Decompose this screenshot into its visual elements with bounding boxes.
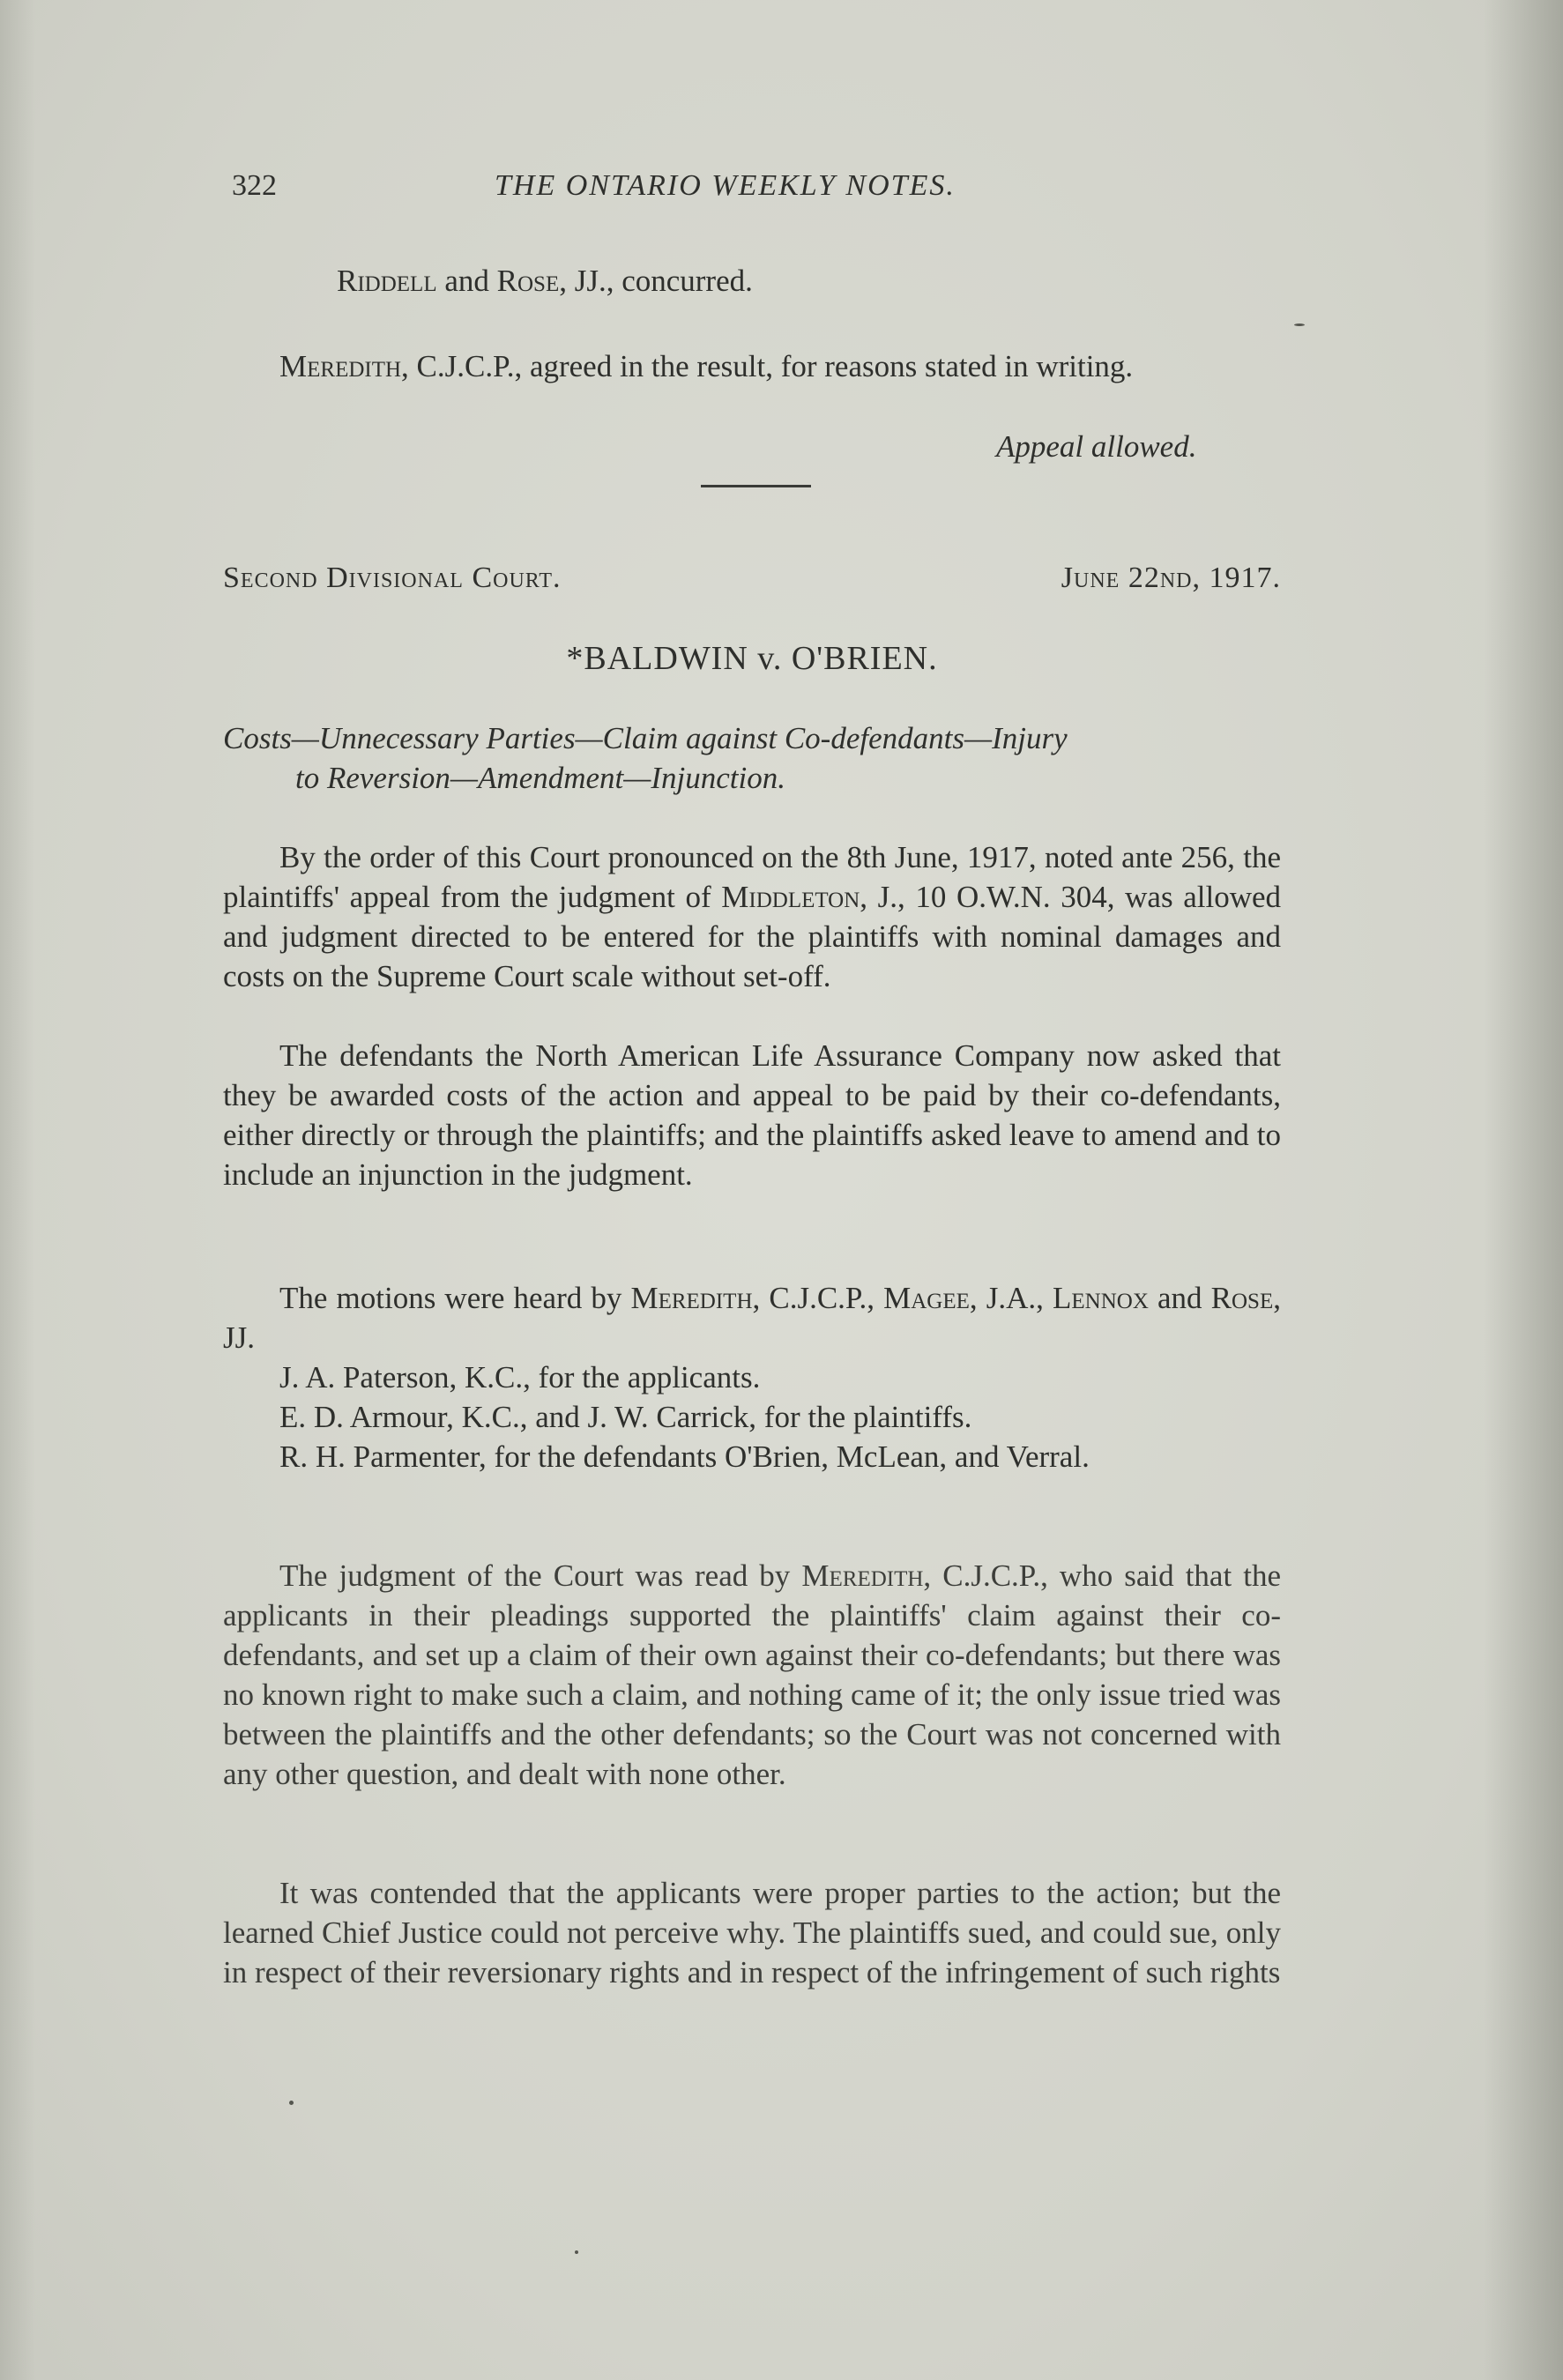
heard-text-5: , JJ. — [223, 1281, 1281, 1355]
order-text-2: , J., 10 O.W.N. 304, was allowed and judgment directed to be entered for the plaintiffs with nominal damages and costs on the Supreme Court scale without set-off. — [223, 880, 1282, 993]
order-paragraph — [223, 837, 1281, 996]
concurred-text: , JJ., concurred. — [559, 264, 753, 298]
section-divider — [701, 485, 811, 487]
judgment-text-2: , C.J.C.P., who said that the applicants in their pleadings supported the plaintiffs' claim against their co-defendants, and set up a claim of their own against their co-defendants; but there was no known right to make such a claim, and nothing came of it; the only issue tried was between the plaintiffs and the other defendants; so the Court was not concerned with any other question, and dealt with none other. — [223, 1558, 1281, 1791]
headnote-line-1: Costs—Unnecessary Parties—Claim against Co-defendants—Injury — [223, 721, 1068, 755]
motion-paragraph: The defendants the North American Life Assurance Company now asked that they be awarded costs of the action and appeal to be paid by their co-defendants, either directly or through the plaintiffs; and the plaintiffs asked leave to amend and to include an injunction in the judgment. — [223, 1038, 1281, 1192]
agreed-paragraph — [223, 346, 1281, 386]
heard-judge-magee: Magee — [883, 1281, 970, 1315]
judge-riddell: Riddell — [337, 264, 437, 298]
heard-text-1: The motions were heard by — [279, 1281, 631, 1315]
judge-rose: Rose — [496, 264, 560, 298]
counsel-defendants: R. H. Parmenter, for the defendants O'Brien, McLean, and Verral. — [279, 1439, 1090, 1474]
agreed-text: , C.J.C.P., agreed in the result, for reasons stated in writing. — [401, 349, 1134, 383]
order-text-1: By the order of this Court pronounced on the 8th June, 1917, noted ante 256, the plaintiffs' appeal from the judgment of — [223, 840, 1281, 914]
court-line — [223, 562, 1281, 606]
judgment-paragraph — [223, 1556, 1281, 1794]
judge-meredith: Meredith — [279, 349, 402, 383]
heard-judge-meredith: Meredith — [630, 1281, 753, 1315]
concurred-line — [280, 261, 1285, 301]
contended-paragraph: It was contended that the applicants were proper parties to the action; but the learned Chief Justice could not perceive why. The plaintiffs sued, and could sue, only in respect of their reversionary rights and in respect of the infringement of such rights — [223, 1876, 1281, 1990]
headnote — [223, 718, 1281, 798]
judge-middleton: Middleton — [721, 880, 860, 914]
counsel-plaintiffs: E. D. Armour, K.C., and J. W. Carrick, for the plaintiffs. — [279, 1400, 972, 1434]
concurred-connector: and — [436, 264, 497, 298]
paper-speck — [289, 2101, 294, 2105]
heard-text-2: , C.J.C.P., — [752, 1281, 884, 1315]
court-name: Second Divisional Court. — [223, 562, 562, 594]
paper-speck — [575, 2250, 578, 2254]
judgment-judge-meredith: Meredith — [801, 1558, 924, 1593]
running-head — [232, 169, 1290, 213]
decision-date: June 22nd, 1917. — [1061, 562, 1281, 594]
counsel-section — [223, 1278, 1281, 1476]
heard-judge-lennox: Lennox — [1053, 1281, 1149, 1315]
page-number: 322 — [232, 169, 277, 202]
paper-speck — [1294, 324, 1305, 326]
journal-title: THE ONTARIO WEEKLY NOTES. — [495, 169, 956, 202]
judgment-text-1: The judgment of the Court was read by — [279, 1558, 802, 1593]
disposition: Appeal allowed. — [996, 429, 1197, 464]
counsel-applicants: J. A. Paterson, K.C., for the applicants. — [279, 1360, 761, 1395]
heard-text-3: , J.A., — [969, 1281, 1053, 1315]
headnote-line-2: to Reversion—Amendment—Injunction. — [295, 761, 786, 795]
case-title: *BALDWIN v. O'BRIEN. — [566, 640, 938, 677]
heard-text-4: and — [1148, 1281, 1211, 1315]
heard-paragraph — [223, 1278, 1281, 1357]
heard-judge-rose: Rose — [1210, 1281, 1274, 1315]
